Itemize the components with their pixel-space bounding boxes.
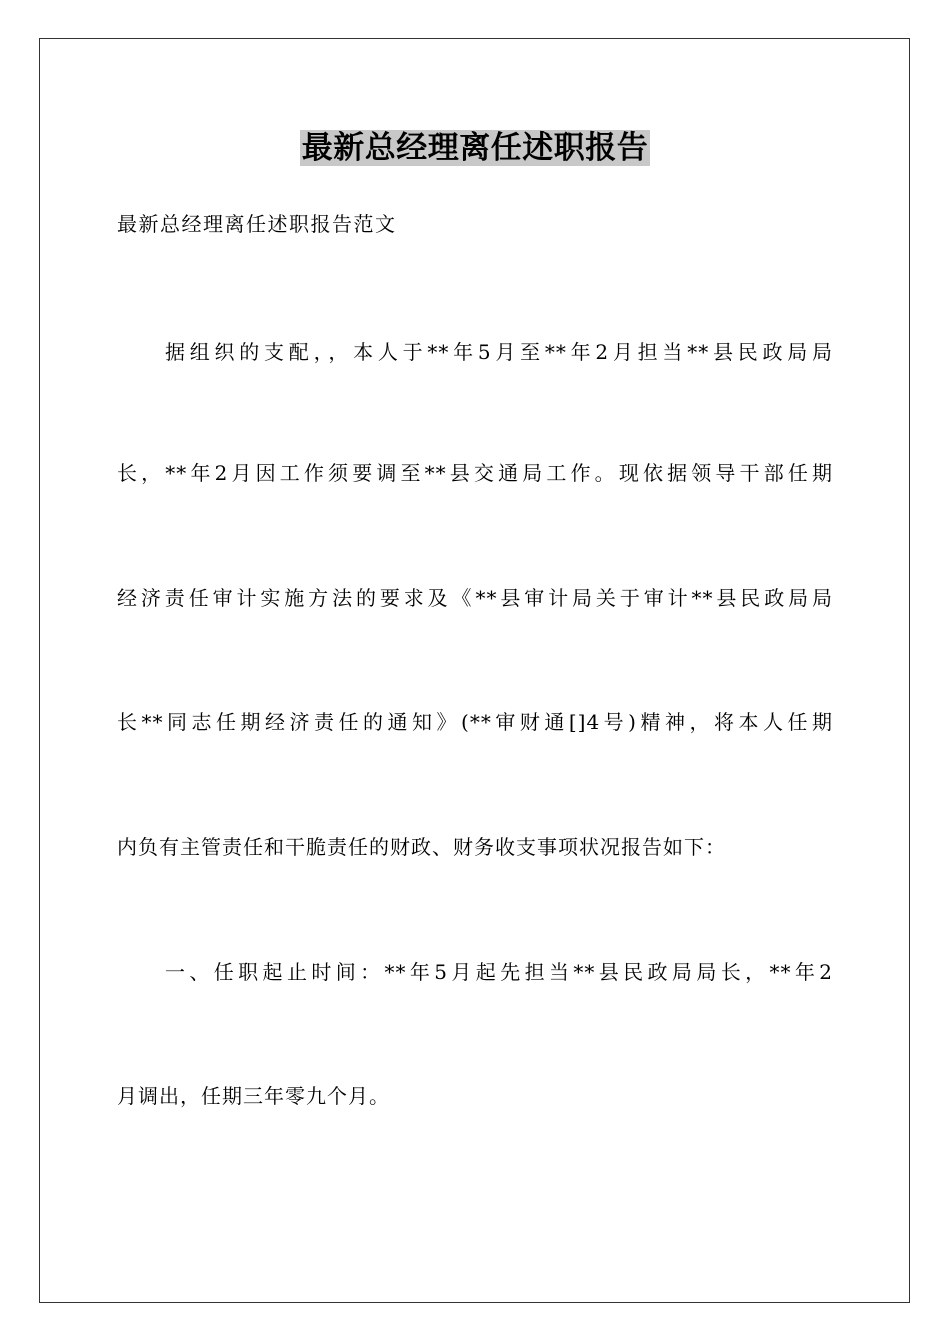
document-subtitle: 最新总经理离任述职报告范文 xyxy=(117,212,397,236)
paragraph-line: 经济责任审计实施方法的要求及《**县审计局关于审计**县民政局局 xyxy=(117,586,833,610)
paragraph-line: 内负有主管责任和干脆责任的财政、财务收支事项状况报告如下： xyxy=(117,835,726,859)
paragraph-line: 长，**年2月因工作须要调至**县交通局工作。现依据领导干部任期 xyxy=(117,461,833,485)
document-title xyxy=(0,124,950,172)
document-title-text: 最新总经理离任述职报告 xyxy=(301,130,649,166)
paragraph-line: 一、任职起止时间：**年5月起先担当**县民政局局长，**年2 xyxy=(165,960,833,984)
paragraph-line: 据组织的支配，，本人于**年5月至**年2月担当**县民政局局 xyxy=(165,340,833,364)
paragraph-line: 月调出，任期三年零九个月。 xyxy=(117,1084,390,1108)
paragraph-line: 长**同志任期经济责任的通知》(**审财通[]4号)精神，将本人任期 xyxy=(117,710,833,734)
